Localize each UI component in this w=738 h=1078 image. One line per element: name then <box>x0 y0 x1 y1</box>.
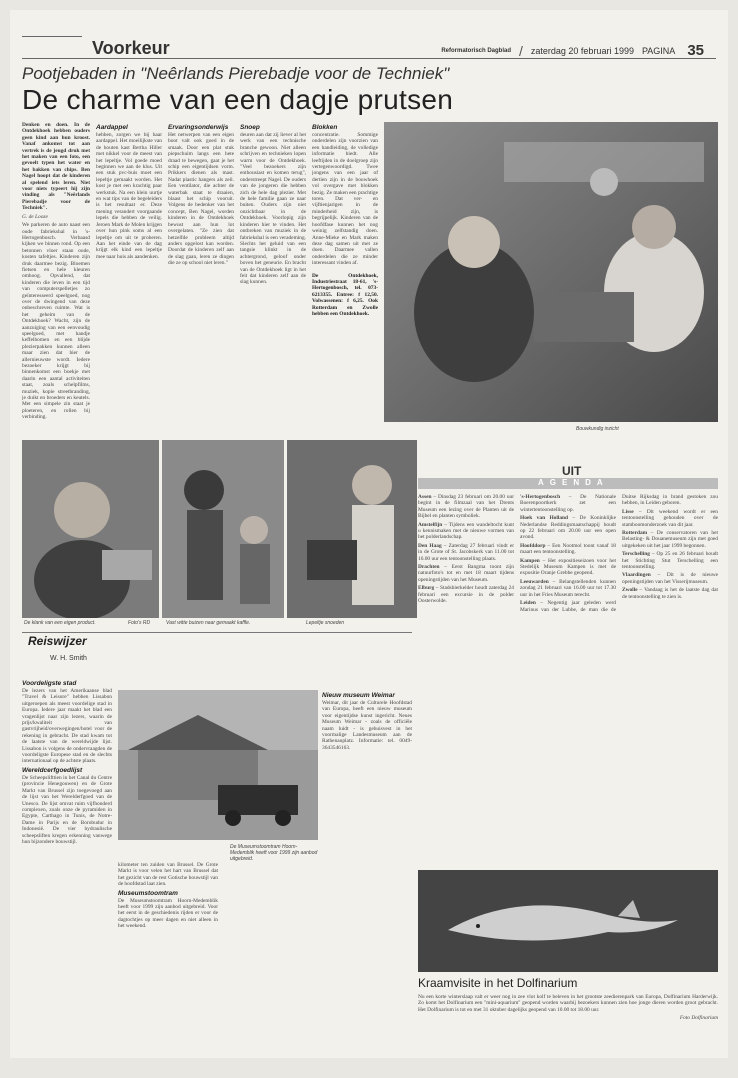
reis-byline: W. H. Smith <box>50 655 87 662</box>
photo-dolfinarium <box>418 870 718 972</box>
agenda-entry: Terschelling – Op 25 en 26 februari houdt het Stichting Stut Terschelling een tentoonstelling. <box>622 551 718 571</box>
reis-logo: Reiswijzer <box>28 634 87 648</box>
agenda-entry: 's-Hertogenbosch – De Nationale Boerenpoortkerk zet een wintertentoonstelling op. <box>520 494 617 513</box>
subhead-snoep: Snoep <box>240 124 260 131</box>
caption-bouwkundig-inzicht: Bouwkundig inzicht <box>576 426 619 432</box>
masthead <box>441 42 704 59</box>
reis-s2-title: Wereldcerfgoedlijst <box>22 766 83 774</box>
agenda-entry-place: Drachten <box>418 564 440 571</box>
agenda-entry: Rotterdam – De conservatoren van het Belasting- & Douanemuseum zijn met goed uitgekeken uit het jaar 1999 begonnen. <box>622 530 718 549</box>
photo-bouwkundig-inzicht <box>384 122 718 422</box>
agenda-entry-text: De conservatoren van het Belasting- & Douanemuseum zijn met goed uitgekeken uit het jaar 1999 begonnen. <box>622 530 718 549</box>
agenda-title: UIT <box>562 464 582 478</box>
dolfinarium-title: Kraamvisite in het Dolfinarium <box>418 976 578 990</box>
date: zaterdag 20 februari 1999 <box>530 45 634 56</box>
column-3-body: Het netwerpen van een eigen boot valt ook goed in de smaak. Door een plat stuk piepschuim langs een hete draad te bewegen, gaat je het schip een eigentijdsen vorm. Prikkers dienen als mast. Nadat plastic hangers als zeil. Een ventilator, die achter de waterbak staat te draaien, blaast het schip vooruit. Volgens de bedenker van het concept, Ben Nagel, worden kinderen in de Ontdekhoek bewust aan hun lot overgelaten. "Ze zien dat hetzelfde probleem altijd anders opgelost kan worden. Doordat de kinderen zelf aan de slag gaan, leren ze dingen die ze op school niet leren." <box>168 132 234 267</box>
dolfinarium-body: Nu een korte winterslaap valt er weer nog in zee vlot kolf te beleven in het grootste zeedierenpark van Europa, Dolfinarium Harderwijk. Zo komt het Dolfinarium een "mini-aquarium" geopend worden waarbij bezoekers kunnen zien hoe jonge dieren worden groot gebracht. Het Dolfinarium is tot en met 31 oktober dagelijks geopend van 10.00 tot 18.00 uur. <box>418 994 718 1013</box>
reis-s1-title: Voordeligste stad <box>22 680 77 687</box>
subhead-aardappel: Aardappel <box>96 124 128 131</box>
agenda-entry: Assen – Dinsdag 23 februari om 20.00 uur begint in de filmzaal van het Drents Museum een lezing over de Planten uit de Bijbel en planten symboliek. <box>418 494 515 520</box>
reis-s3-body: kilometer ten zuiden van Brussel. De Grote Markt is voor velen het hart van Brussel dat het gezicht van de rest Gotische bouwstijl van de hoofdstad laat zien. <box>118 862 218 888</box>
agenda-entry-text: De Nationale Boerenpoortkerk zet een wintertentoonstelling op. <box>520 494 617 513</box>
reis-column-2 <box>118 862 218 1048</box>
agenda-entry-text: Een Nootmol toont vanaf 18 maart een tentoonstelling. <box>520 542 616 556</box>
dolfinarium-credit: Foto Dolfinarium <box>679 1015 718 1022</box>
agenda-entry: Hoofddorp – Een Nootmol toont vanaf 18 maart een tentoonstelling. <box>520 542 616 556</box>
agenda-entry-text: Zaterdag 27 februari vindt er in de Grote of St. Jacobskerk van 11.00 tot 16.00 uur een tentoonstelling plaats. <box>418 542 515 562</box>
agenda-entry: Leiden – Negentig jaar geleden werd Marinus van der Lubbe, de man die de Duitse Rijksdag in brand gestoken zou hebben, in Leiden geboren. <box>520 494 718 613</box>
header-rule <box>22 36 82 37</box>
agenda-subtitle: AGENDA <box>538 478 609 487</box>
agenda-entry-place: Leeuwarden <box>520 578 549 585</box>
page-label: PAGINA <box>641 45 676 56</box>
article-column-1 <box>22 122 90 422</box>
agenda-entry: Amstelfijn – Tijdens een wandeltocht kunt u kennismaken met de nieuwe vormen van het polderlandschap. <box>418 521 514 541</box>
agenda-entry-text: Het expositieseizoen voor het Stedelijk Museum Kampen is met de expositie Oranje Grebbe geopend. <box>520 557 617 577</box>
column-1-body: We parkeren de auto naast een oude fabriekshal in 's-Hertogenbosch. Verbaasd kijken we binnen rond. Op een betonnen vloer staan oude, kosten tafeltjes. Kinderen zijn druk daarmee bezig. Bloemen fietsen en hele kleuren omhoog. Opvallend, dat kinderen die leven in een tijd van computerspelletjes zo geïnteresseerd speelgoed, nog over de dwingend van deze onbeschreven ruimte. Wat is het geheim van de Ontdekhoek? Wacht, zijn de aanzuiging van een eenvoudig speelgoed, met handje keffelbomen en een blijde plezierpakken kunnen alleen maar zien dat hier de allernieuwste wordt. Iedere bezoeker krijgt bij binnenkomst een boekje met daarin een aantal activiteiten staat, zoals schelpfilms, muziek, kopie streetbranding, je duikt en broeders en keutels. Met een simpele zin staat je ploeteren, en rollen bij verbinding. <box>22 222 90 421</box>
agenda-entry-text: Vandaag is het de laatste dag dat de tentoonstelling te zien is. <box>622 587 718 600</box>
agenda-entry-text: Tijdens een wandeltocht kunt u kennismaken met de nieuwe vormen van het polderlandschap. <box>418 521 514 541</box>
subhead-blokken: Blokken <box>312 124 338 131</box>
agenda-entry: Lisse – Dit weekend wordt er een tentoonstelling gehouden over de stamboomonderzoek van dit jaar. <box>622 508 718 528</box>
section-title: Voorkeur <box>92 38 170 58</box>
photo-credit: Foto's RD <box>128 620 151 626</box>
agenda-entry: Den Haag – Zaterdag 27 februari vindt er in de Grote of St. Jacobskerk van 11.00 tot 16.00 uur een tentoonstelling plaats. <box>418 542 515 562</box>
agenda-entry-text: Negentig jaar geleden werd Marinus van der Lubbe, de man die de Duitse Rijksdag in brand gestoken zou hebben, in Leiden geboren. <box>520 494 718 613</box>
reis-s4-body: De Museumstoomtram Hoorn-Medemblik heeft voor 1999 zijn aanbod uitgebreid. Voor het eerst in de geschiedenis rijden er voor de dagtochtjes op meer dagen en niet alleen in het weekend. <box>118 897 218 930</box>
subhead-ervaringsonderwijs: Ervaringsonderwijs <box>168 124 229 131</box>
agenda-entry-place: Zwolle <box>622 587 638 594</box>
agenda-entry: Elburg – Stadsbierkelder houdt zaterdag 24 februari een excursie in de polder Oosterwolde. <box>418 585 515 605</box>
agenda-entry-text: Belangstellenden kunnen zondag 21 februari van 16.00 uur tot 17.30 uur in het Fries Museum terecht. <box>520 578 617 598</box>
agenda-entry-place: Hoek van Holland <box>520 515 569 522</box>
agenda-entry: Vlaardingen – Dit is de nieuwe openingstijden van het Visserijmuseum. <box>622 572 718 585</box>
agenda-entry-place: Kampen <box>520 557 540 564</box>
page-header <box>22 32 716 59</box>
agenda-entry: Zwolle – Vandaag is het de laatste dag dat de tentoonstelling te zien is. <box>622 587 718 600</box>
agenda-entry-place: Terschelling <box>622 551 650 558</box>
agenda-entry-place: Den Haag <box>418 542 442 549</box>
agenda-entry-place: Vlaardingen <box>622 572 651 579</box>
article-column-5 <box>312 122 378 422</box>
agenda-list <box>418 494 718 864</box>
newspaper-page <box>10 10 728 1058</box>
reis-s4-title: Museumstoomtram <box>118 889 178 897</box>
agenda-entry-place: Rotterdam <box>622 530 648 537</box>
photo-eigen-product <box>22 440 159 618</box>
article-byline: G. de Looze <box>22 213 48 220</box>
reis-s2-body: De Scheepslifttien in het Canal du Centre (provincie Henegouwen) en de Grote Markt van Brussel zijn toegevoegd aan de lijst van het Werelderfgoed van de Unesco. De lijst omvat ruim vijfhonderd complexen, zoals onze de pyramiden in Egypte, Carthago in Tunis, de Notre-Dame in Parijs en de Borobudur in Indonesië. De vier hydraulische scheepsliften kregen erkenning vanwege hun bijzondere bouwstijl. <box>22 774 112 845</box>
dolphin-illustration <box>418 870 718 972</box>
reis-s5-title: Nieuw museum Weimar <box>322 692 395 699</box>
reis-column-3 <box>322 690 412 1048</box>
agenda-entry-place: 's-Hertogenbosch <box>520 494 561 500</box>
caption-stoomtram: De Museumstoomtram Hoorn-Medemblik heeft voor 1999 zijn aanbod uitgebreid. <box>230 844 318 862</box>
article-column-2 <box>96 122 162 422</box>
agenda-entry-text: Eerst Bangma toont zijn natuurfoto's tot en met 18 maart tijdens openingstijden van het Museum. <box>418 564 514 583</box>
info-box: De Ontdekhoek, Industriestraat 18-61, 's-Hertogenbosch, tel. 073-6213355. Entree: f 12,50. Volwassenen: f 6,25. Ook Rotterdam en Zwolle hebben een Ontdekhoek. <box>312 272 378 317</box>
reis-top-rule <box>22 632 412 633</box>
article-headline: De charme van een dagje prutsen <box>22 84 454 115</box>
photo-illustration <box>384 122 718 422</box>
page-number: 35 <box>687 42 704 59</box>
agenda-entry-place: Leiden <box>520 600 536 607</box>
agenda-entry-place: Assen <box>418 494 432 500</box>
reis-s5-body: Weimar, dit jaar de Culturele Hoofdstad van Europa, heeft een nieuw museum voor eigentijdse kunst ingericht. Neues Museum Weimar - zoals de officiële naam luidt - is gehuisvest in het voormalige Landesmuseum aan de Rathenauplatz. Informatie: tel. 0049-3643546163. <box>322 700 412 751</box>
column-5-body: concentratie. Sommige onderdelen zijn voorzien van een handleiding, de volledige informatie biedt. Alle leeftijden in de doelgroep zijn vertegenwoordigd. Twee jongens van een jaar of dertien zijn in de bouwhoek vol overgave met blokken bezig. Ze maken een prachtige toren. Dat ver- en vijftienjarigen in de minderheid zijn, is begrijpelijk. Kinderen van de hoofdfase kunnen het nog weinig zelfstandig doen. Anne-Mieke en Mark maken deze dag samen uit met ze doen. Daarmee vallen onderdelen die ze minder interessant vinden af. <box>312 132 378 267</box>
agenda-entry: Drachten – Eerst Bangma toont zijn natuurfoto's tot en met 18 maart tijdens openingstijden van het Museum. <box>418 564 514 583</box>
slash-divider: / <box>519 42 523 59</box>
caption-lepeltje: Lepeltje snoeden <box>306 620 345 626</box>
photo-illustration <box>162 440 284 618</box>
agenda-entry: Leeuwarden – Belangstellenden kunnen zondag 21 februari van 16.00 uur tot 17.30 uur in het Fries Museum terecht. <box>520 578 617 598</box>
reis-s1-body: De lezers van het Amerikaanse blad "Travel & Leisure" hebben Lissabon uitgeroepen als meest voordelige stad in Europa. Iedere jaar maakt het blad een vragenlijst naar zijn lezers, waarin de prijs/kwaliteit van gastvrijheid/overwegingen/hotel voor de rekening in gebracht. De stad kwam tot de laatste van de wereldwijde lijst. Lissabon is volgens de ondervraagden de voordeligste Europese stad en de slechts internationaal op de achtste plaats. <box>22 688 112 765</box>
agenda-entry-place: Elburg <box>418 585 435 592</box>
photo-illustration <box>118 690 318 840</box>
photo-illustration <box>22 440 159 618</box>
caption-witte-buizen: Vast witte buizen naar gemaakt kaffle. <box>166 620 251 626</box>
agenda-entry-place: Amstelfijn <box>418 521 443 528</box>
caption-eigen-product: De klank van een eigen product. <box>24 620 96 626</box>
paper-name: Reformatorisch Dagblad <box>441 47 511 54</box>
agenda-entry-text: De Koninklijke Nederlandse Reddingsmaatschappij houdt op 22 februari om 20.00 uur een open avond. <box>520 515 616 541</box>
agenda-entry: Hoek van Holland – De Koninklijke Nederlandse Reddingsmaatschappij houdt op 22 februari om 20.00 uur een open avond. <box>520 515 616 541</box>
article-column-3 <box>168 122 234 422</box>
column-4-body: deuren aan dat zij liever al het werk van een technische branche gewoon. Niet alleen schrijven en technieken lopen warm voor de Ontdekhoek. "Veel bezoekers zijn enthousiast en komen terug", onderstreept Nagel. De ouders van de jongeren die hebben zich de hele dag plezier. Met de hele familie gaan ze naar buiten. Ouders zijn niet onzichtbaar in de Ontdekhoek. Voorlopig zijn kinderen hier te vinden. Het ontbreken van muziek in de fabriekshal is een verademing. Slechts het geluid van een tangsie klinkt in de achtergrond, geloof onder boven het geneurie. En bracht van de Ontdekhoek ligt in het feit dat kinderen zelf aan de slag kunnen. <box>240 132 306 286</box>
agenda-entry-text: Dinsdag 23 februari om 20.00 uur begint in de filmzaal van het Drents Museum een lezing over de Planten uit de Bijbel en planten symboliek. <box>418 494 515 520</box>
agenda-entry-place: Lisse <box>622 508 634 515</box>
photo-stoomtram <box>118 690 318 840</box>
column-2-body: hebben, zorgen we bij haar aardappel. Het moeilijkste van de houten kast Bertha Hiller met nikkel voor de meest van het lepeltje. Vol goede moed beginnen we aan de klus. Uit een stuk pvc-buis moet een lepeltje gemaakt worden. Het kost je met een krachtig paar werkstuk. Na een klein uurtje en wat tips van de begeleiders is het resultaat er. Deze mening verandert voorgaande lepels die hebben de veilig. Jeroen Mark de Molen krijgen over hun pink soms al een lepeltje om uit te proberen. Aan het einde van de dag krijgt elk kind een lepeltje mee naar huis als aandenken. <box>96 132 162 260</box>
agenda-entry-text: Op 25 en 26 februari houdt het Stichting Stut Terschelling een tentoonstelling. <box>622 551 718 571</box>
reis-column-1 <box>22 678 112 1048</box>
agenda-entry-text: Dit weekend wordt er een tentoonstelling gehouden over de stamboomonderzoek van dit jaar. <box>622 508 718 528</box>
agenda-entry: Kampen – Het expositieseizoen voor het Stedelijk Museum Kampen is met de expositie Oranje Grebbe geopend. <box>520 557 617 577</box>
article-intro: Denken en doen. In de Ontdekhoek hebben ouders geen kind aan hun kroost. Vanaf ankomst tot aan vertrek is de jeugd druk met het maken van een foto, een gevoelt typen het water en het bakken van chips. Ben Nagel hoopt dat de kinderen al spelend iets leren. Niet voor niets typeert hij zijn vinding als "Neêrlands Pierebadje voor de Techniek". <box>22 122 90 212</box>
photo-illustration <box>287 440 417 618</box>
agenda-entry-place: Hoofddorp <box>520 542 546 549</box>
agenda-entry-text: Stadsbierkelder houdt zaterdag 24 februari een excursie in de polder Oosterwolde. <box>418 585 515 605</box>
article-kicker: Pootjebaden in "Neêrlands Pierebadje voor de Techniek" <box>22 64 450 83</box>
photo-lepeltje <box>287 440 417 618</box>
photo-witte-buizen <box>162 440 284 618</box>
dolfinarium-text <box>418 994 718 1040</box>
agenda-entry-text: Dit is de nieuwe openingstijden van het Visserijmuseum. <box>622 572 718 585</box>
article-column-4 <box>240 122 306 422</box>
